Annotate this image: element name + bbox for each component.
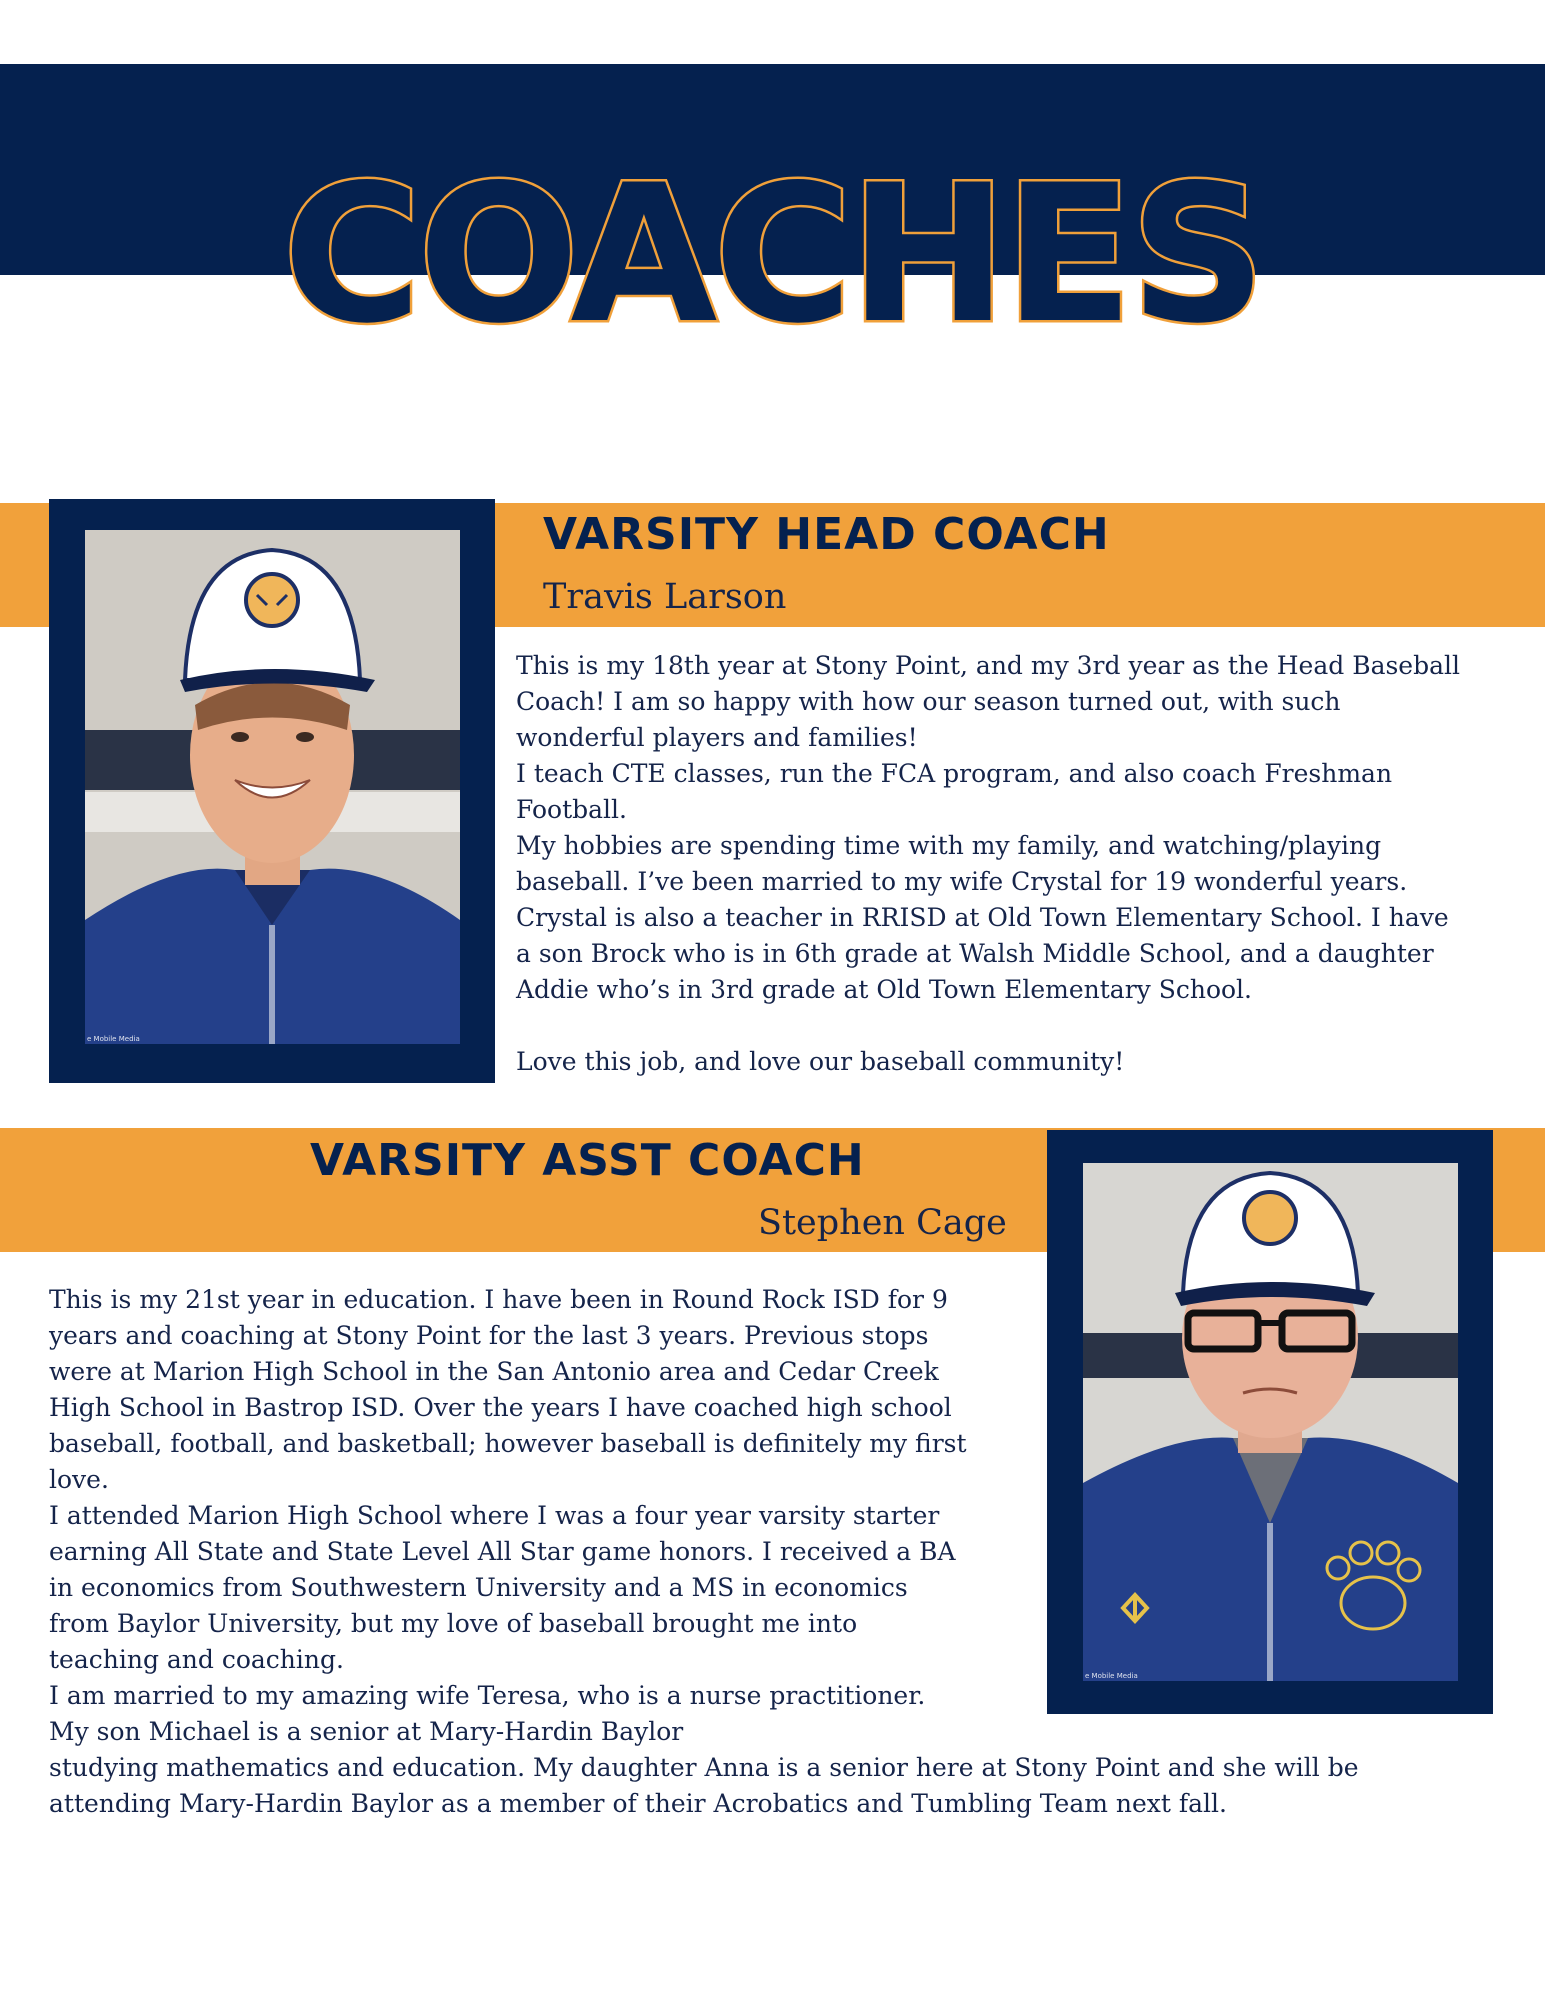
asst-coach-name: Stephen Cage [758, 1203, 1007, 1243]
bio-line: I attended Marion High School where I was a four year varsity starter [49, 1501, 940, 1530]
head-coach-photo [85, 530, 460, 1044]
bio-line: My son Michael is a senior at Mary-Hardin Baylor [49, 1717, 684, 1746]
head-coach-role-title: VARSITY HEAD COACH [543, 509, 1110, 560]
bio-line: Addie who’s in 3rd grade at Old Town Elementary School. [516, 975, 1252, 1004]
bio-line: Coach! I am so happy with how our season turned out, with such [516, 687, 1341, 716]
bio-line: from Baylor University, but my love of baseball brought me into [49, 1609, 858, 1638]
bio-line: were at Marion High School in the San Antonio area and Cedar Creek [49, 1357, 939, 1386]
asst-coach-bio [49, 1282, 1359, 1822]
bio-line: studying mathematics and education. My daughter Anna is a senior here at Stony Point and she will be [49, 1753, 1359, 1782]
bio-line: earning All State and State Level All Star game honors. I received a BA [49, 1537, 956, 1566]
paragraph-gap [516, 1008, 1460, 1044]
bio-line: baseball, football, and basketball; however baseball is definitely my first [49, 1429, 967, 1458]
asst-coach-role-title: VARSITY ASST COACH [310, 1135, 865, 1186]
asst-coach-photo-credit: e Mobile Media [1085, 1672, 1138, 1680]
head-coach-bio [516, 648, 1460, 1080]
bio-line: I teach CTE classes, run the FCA program, and also coach Freshman [516, 759, 1393, 788]
head-coach-photo-credit: e Mobile Media [87, 1035, 140, 1043]
bio-line: years and coaching at Stony Point for the last 3 years. Previous stops [49, 1321, 929, 1350]
bio-line: teaching and coaching. [49, 1645, 344, 1674]
bio-line: This is my 18th year at Stony Point, and my 3rd year as the Head Baseball [516, 651, 1460, 680]
bio-line: High School in Bastrop ISD. Over the years I have coached high school [49, 1393, 952, 1422]
bio-line: Crystal is also a teacher in RRISD at Old Town Elementary School. I have [516, 903, 1449, 932]
bio-line: wonderful players and families! [516, 723, 918, 752]
page-title: COACHES [282, 144, 1263, 365]
bio-line: attending Mary-Hardin Baylor as a member of their Acrobatics and Tumbling Team next fall. [49, 1789, 1227, 1818]
bio-line: love. [49, 1465, 109, 1494]
head-coach-photo-frame [49, 499, 495, 1083]
bio-line: My hobbies are spending time with my family, and watching/playing [516, 831, 1382, 860]
bio-line: Football. [516, 795, 627, 824]
bio-line: baseball. I’ve been married to my wife Crystal for 19 wonderful years. [516, 867, 1408, 896]
bio-closing: Love this job, and love our baseball community! [516, 1047, 1125, 1076]
bio-line: I am married to my amazing wife Teresa, who is a nurse practitioner. [49, 1681, 926, 1710]
bio-line: This is my 21st year in education. I have been in Round Rock ISD for 9 [49, 1285, 948, 1314]
bio-line: a son Brock who is in 6th grade at Walsh Middle School, and a daughter [516, 939, 1434, 968]
bio-line: in economics from Southwestern University and a MS in economics [49, 1573, 908, 1602]
head-coach-name: Travis Larson [543, 577, 787, 617]
